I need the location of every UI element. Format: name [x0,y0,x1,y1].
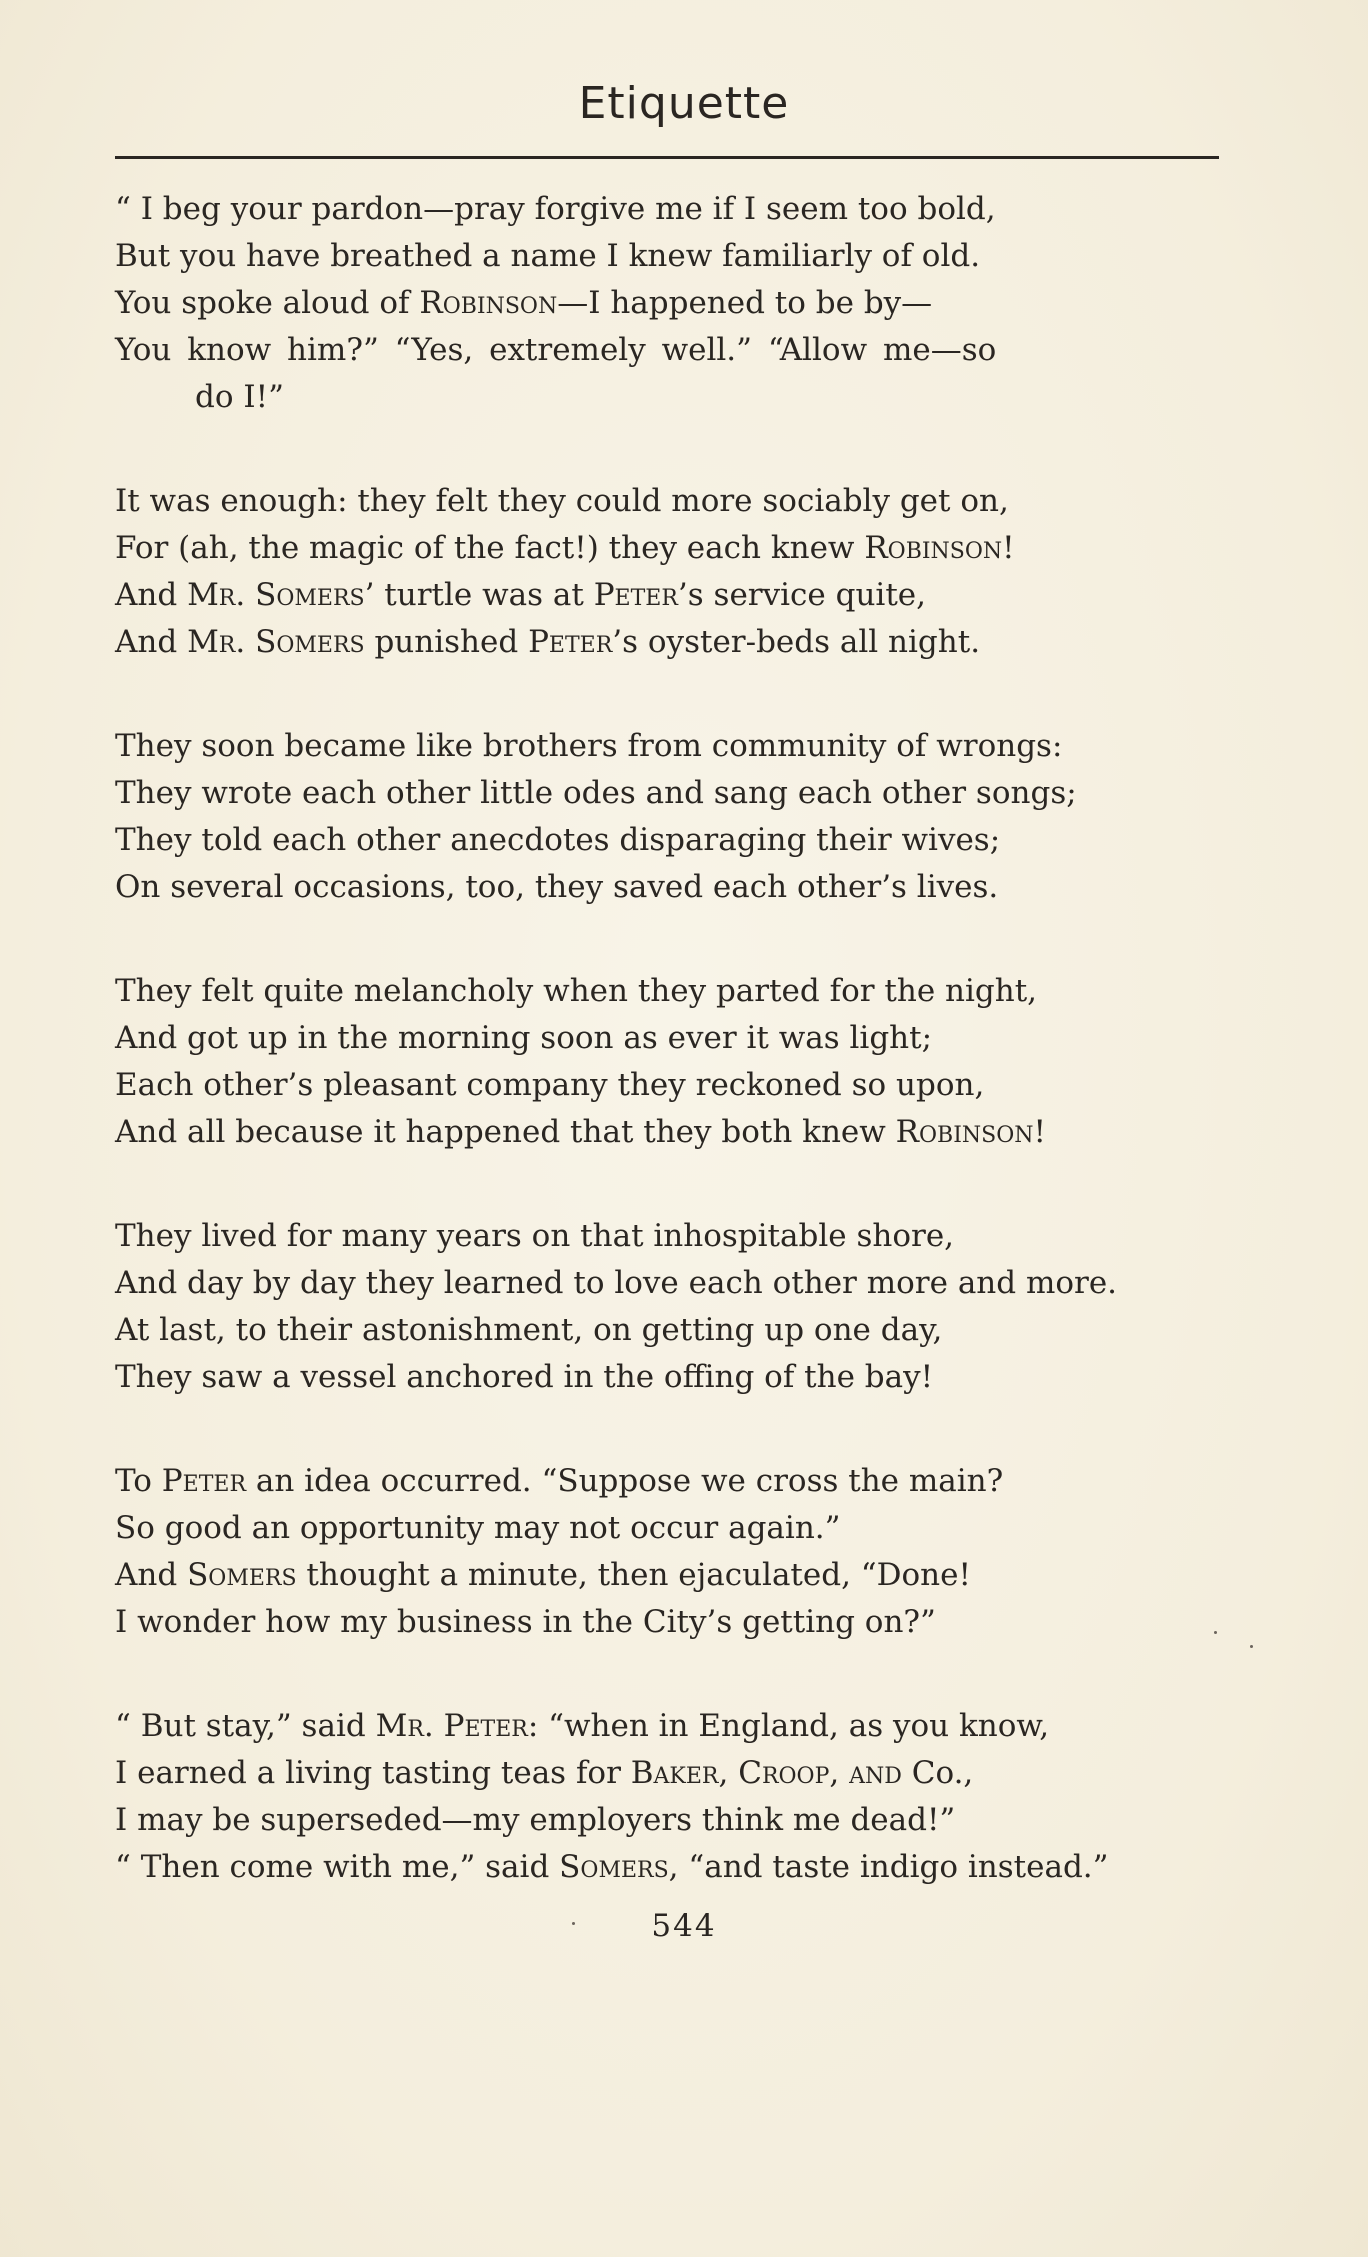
poem-line: You know him?” “Yes, extremely well.” “Allow me—so [115,332,997,368]
poem-line: And all because it happened that they both knew Robinson! [115,1114,1046,1150]
poem-line: They wrote each other little odes and sang each other songs; [115,775,1077,811]
poem-line: And Mr. Somers punished Peter’s oyster-beds all night. [115,624,981,660]
poem-line: They soon became like brothers from community of wrongs: [115,728,1063,764]
poem-line: “ But stay,” said Mr. Peter: “when in England, as you know, [115,1708,1050,1744]
poem-line: I earned a living tasting teas for Baker, Croop, and Co., [115,1755,974,1791]
poem-line: I wonder how my business in the City’s getting on?” [115,1604,936,1640]
running-header-title: Etiquette [578,78,790,129]
poem-body [115,186,1225,1891]
stanza-5 [115,1213,1225,1401]
poem-line: Each other’s pleasant company they reckoned so upon, [115,1067,985,1103]
poem-line: They felt quite melancholy when they parted for the night, [115,973,1038,1009]
poem-line: For (ah, the magic of the fact!) they each knew Robinson! [115,530,1015,566]
poem-line: To Peter an idea occurred. “Suppose we cross the main? [115,1463,1004,1499]
poem-line: At last, to their astonishment, on getting up one day, [115,1312,943,1348]
poem-line: They told each other anecdotes disparaging their wives; [115,822,1001,858]
paper-speck [1214,1631,1217,1634]
poem-line: They saw a vessel anchored in the offing of the bay! [115,1359,934,1395]
poem-line: And got up in the morning soon as ever it was light; [115,1020,933,1056]
poem-line: You spoke aloud of Robinson—I happened to be by— [115,285,933,321]
poem-line: It was enough: they felt they could more sociably get on, [115,483,1009,519]
stanza-4 [115,968,1225,1156]
poem-line: They lived for many years on that inhospitable shore, [115,1218,955,1254]
paper-speck [572,1922,575,1925]
poem-line: “ I beg your pardon—pray forgive me if I seem too bold, [115,191,996,227]
stanza-7 [115,1703,1225,1891]
page-number: 544 [651,1908,717,1944]
header-rule [115,156,1219,159]
stanza-1 [115,186,1225,421]
paper-speck [1250,1645,1253,1648]
poem-line: So good an opportunity may not occur again.” [115,1510,841,1546]
stanza-3 [115,723,1225,911]
poem-line: And Mr. Somers’ turtle was at Peter’s service quite, [115,577,926,613]
poem-line: But you have breathed a name I knew familiarly of old. [115,238,981,274]
stanza-2 [115,478,1225,666]
stanza-6 [115,1458,1225,1646]
poem-line-continuation: do I!” [195,379,284,415]
poem-line: On several occasions, too, they saved each other’s lives. [115,869,999,905]
poem-line: “ Then come with me,” said Somers, “and taste indigo instead.” [115,1849,1109,1885]
poem-line: I may be superseded—my employers think me dead!” [115,1802,956,1838]
poem-line: And day by day they learned to love each other more and more. [115,1265,1118,1301]
poem-line: And Somers thought a minute, then ejaculated, “Done! [115,1557,971,1593]
